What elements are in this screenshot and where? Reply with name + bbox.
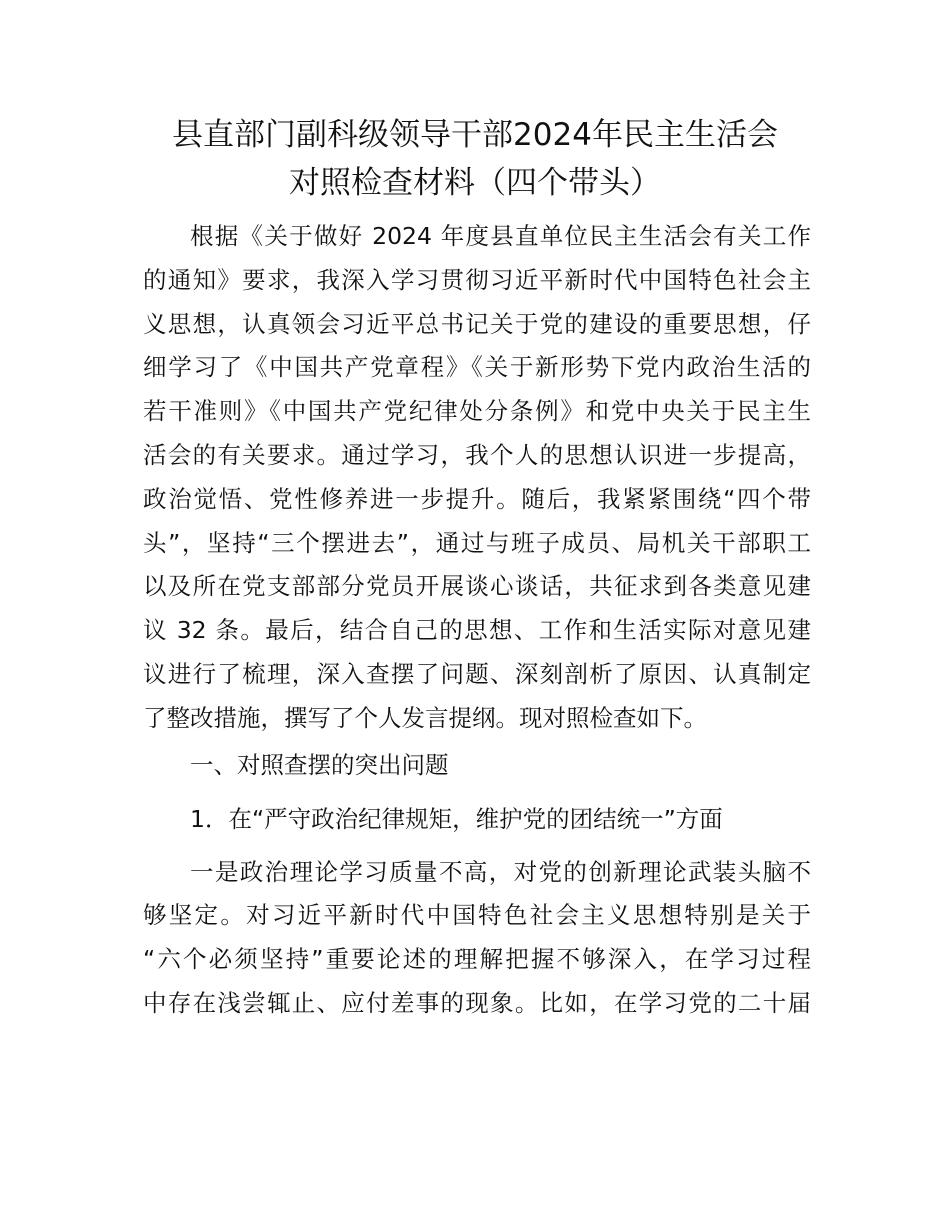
paragraph-line: 根据《关于做好 2024 年度县直单位民主生活会有关工作: [190, 222, 811, 250]
paragraph-line: 的通知》要求，我深入学习贯彻习近平新时代中国特色社会主: [143, 266, 811, 294]
document-title-line-2: 对照检查材料（四个带头）: [289, 165, 661, 201]
paragraph-line: 了整改措施，撰写了个人发言提纲。现对照检查如下。: [143, 704, 707, 732]
paragraph-line: 一是政治理论学习质量不高，对党的创新理论武装头脑不: [190, 858, 811, 886]
paragraph-line: 活会的有关要求。通过学习，我个人的思想认识进一步提高，: [143, 441, 811, 469]
document-title-line-1: 县直部门副科级领导干部2024年民主生活会: [172, 117, 778, 153]
paragraph-line: 议进行了梳理，深入查摆了问题、深刻剖析了原因、认真制定: [143, 660, 811, 688]
paragraph-line: 以及所在党支部部分党员开展谈心谈话，共征求到各类意见建: [143, 572, 811, 600]
paragraph-line: 义思想，认真领会习近平总书记关于党的建设的重要思想，仔: [143, 310, 811, 338]
paragraph-line: 政治觉悟、党性修养进一步提升。随后，我紧紧围绕“四个带: [143, 485, 811, 513]
paragraph-line: 够坚定。对习近平新时代中国特色社会主义思想特别是关于: [143, 901, 811, 929]
section-heading: 一、对照查摆的突出问题: [190, 751, 449, 779]
subsection-heading: 1．在“严守政治纪律规矩，维护党的团结统一”方面: [190, 805, 723, 833]
paragraph-line: 中存在浅尝辄止、应付差事的现象。比如，在学习党的二十届: [143, 989, 811, 1017]
paragraph-line: 若干准则》《中国共产党纪律处分条例》和党中央关于民主生: [143, 397, 811, 425]
paragraph-line: “六个必须坚持”重要论述的理解把握不够深入，在学习过程: [143, 945, 811, 973]
paragraph-line: 议 32 条。最后，结合自己的思想、工作和生活实际对意见建: [143, 616, 811, 644]
paragraph-line: 头”，坚持“三个摆进去”，通过与班子成员、局机关干部职工: [143, 529, 811, 557]
paragraph-line: 细学习了《中国共产党章程》《关于新形势下党内政治生活的: [143, 353, 811, 381]
